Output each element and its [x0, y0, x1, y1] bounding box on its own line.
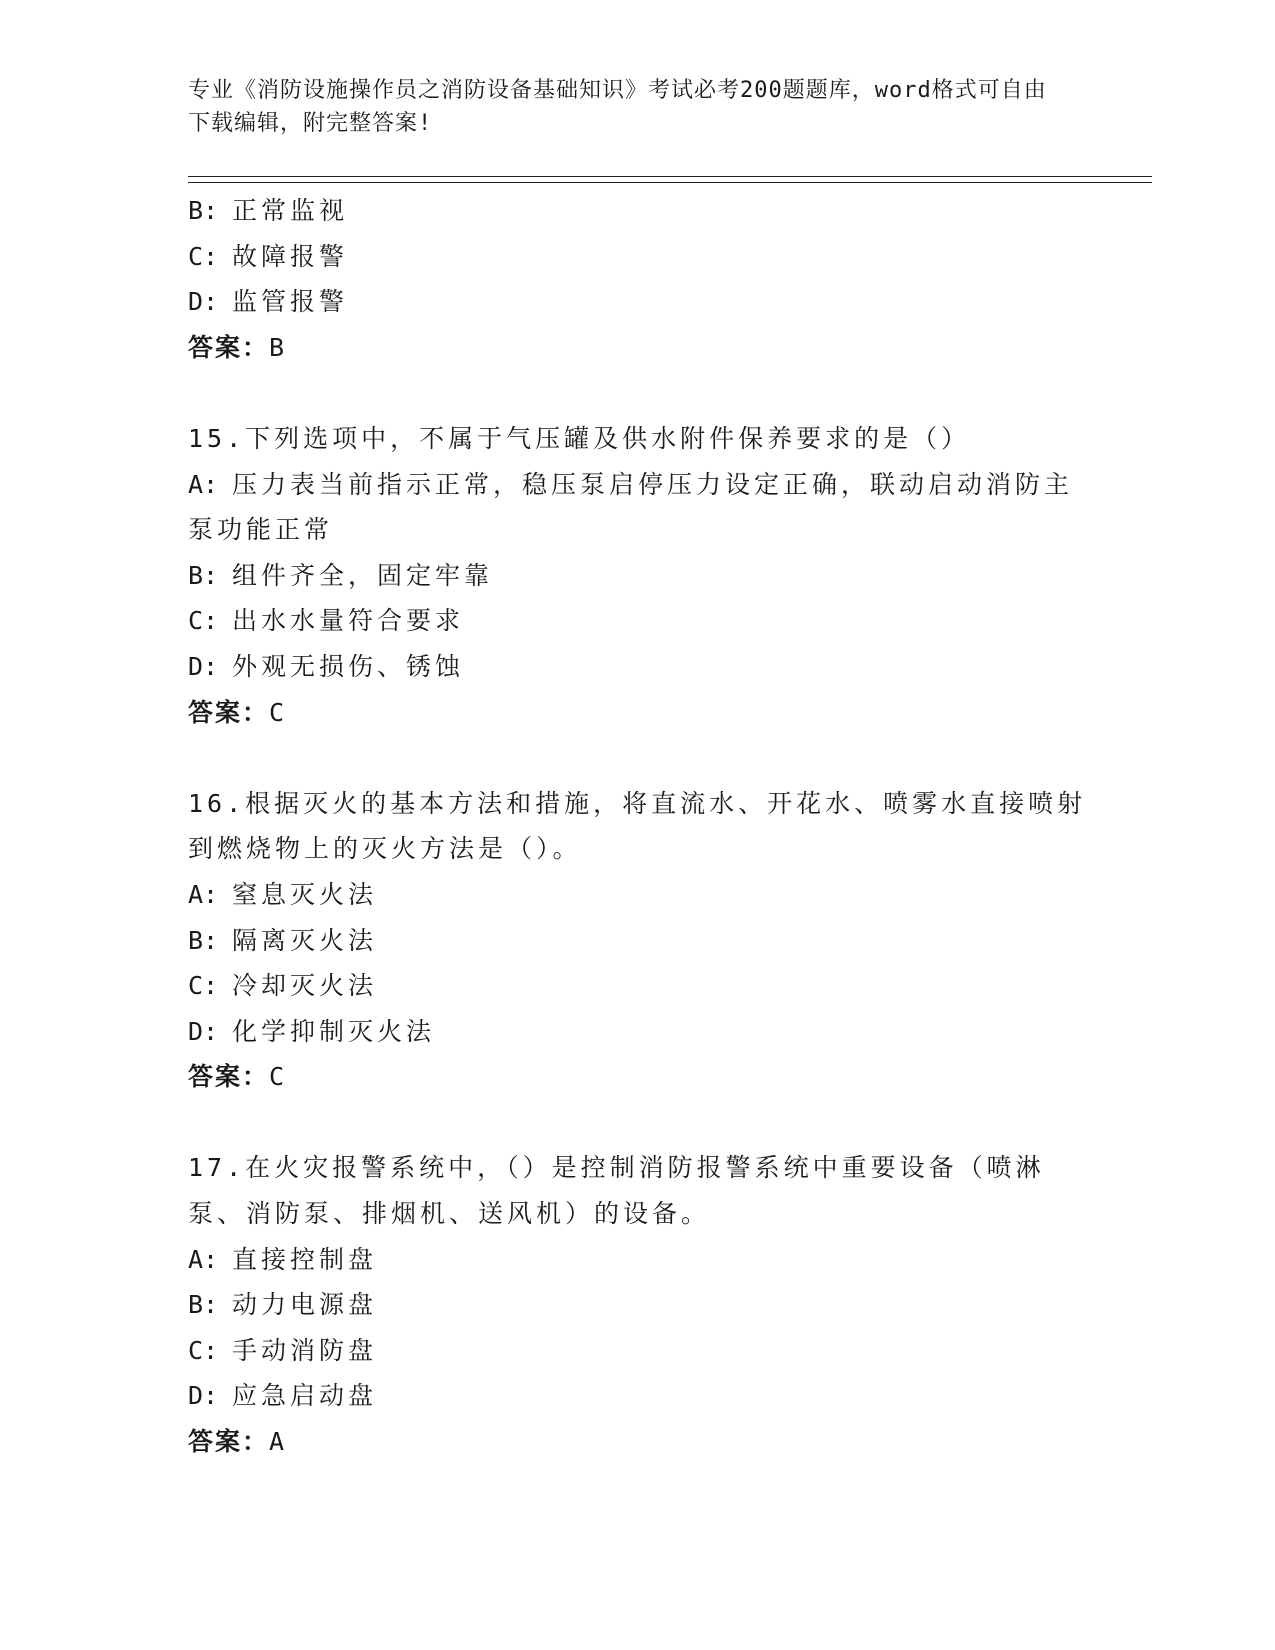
spacer [188, 1100, 1088, 1146]
question-text: 在火灾报警系统中，（）是控制消防报警系统中重要设备（喷淋泵、消防泵、排烟机、送风机）的设备。 [188, 1153, 1045, 1229]
answer-label: 答案： [188, 697, 270, 727]
option-row [188, 1373, 1088, 1419]
option-row [188, 1282, 1088, 1328]
spacer [188, 735, 1088, 781]
option-key: D: [188, 1016, 219, 1046]
document-header [188, 74, 1068, 140]
question-number: 16. [188, 788, 246, 818]
answer-row [188, 325, 1088, 371]
option-text: 监管报警 [232, 287, 349, 317]
option-text: 故障报警 [232, 241, 349, 271]
option-text: 窒息灭火法 [232, 879, 378, 909]
answer-row [188, 690, 1088, 736]
question-number: 15. [188, 423, 246, 453]
option-text: 冷却灭火法 [232, 971, 378, 1001]
header-divider [188, 176, 1152, 183]
option-text: 出水水量符合要求 [232, 606, 465, 636]
option-key: B: [188, 196, 219, 225]
option-text: 应急启动盘 [232, 1381, 378, 1411]
option-row [188, 279, 1088, 325]
option-text: 组件齐全，固定牢靠 [232, 560, 494, 590]
option-key: D: [188, 651, 219, 681]
option-key: C: [188, 606, 219, 636]
option-text: 化学抑制灭火法 [232, 1016, 436, 1046]
option-row [188, 1328, 1088, 1374]
option-row [188, 963, 1088, 1009]
option-key: A: [188, 469, 219, 499]
option-key: A: [188, 879, 219, 909]
option-text: 手动消防盘 [232, 1335, 378, 1365]
option-row [188, 234, 1088, 280]
option-key: A: [188, 1244, 219, 1274]
option-text: 隔离灭火法 [232, 925, 378, 955]
continued-question [188, 188, 1088, 370]
option-key: B: [188, 560, 219, 590]
question-stem [188, 416, 1088, 462]
option-text: 动力电源盘 [232, 1290, 378, 1320]
answer-value: C [269, 1062, 289, 1092]
question-16 [188, 781, 1088, 1100]
answer-row [188, 1054, 1088, 1100]
option-key: C: [188, 1335, 219, 1365]
option-row [188, 598, 1088, 644]
question-text: 根据灭火的基本方法和措施，将直流水、开花水、喷雾水直接喷射到燃烧物上的灭火方法是（）。 [188, 788, 1087, 864]
option-row [188, 462, 1088, 553]
option-row [188, 1009, 1088, 1055]
option-row [188, 872, 1088, 918]
option-key: C: [188, 241, 219, 271]
answer-label: 答案： [188, 332, 270, 362]
option-key: B: [188, 925, 219, 955]
option-text: 压力表当前指示正常，稳压泵启停压力设定正确，联动启动消防主泵功能正常 [188, 469, 1074, 545]
question-17 [188, 1145, 1088, 1464]
question-stem [188, 781, 1088, 872]
option-text: 外观无损伤、锈蚀 [232, 651, 465, 681]
option-row [188, 553, 1088, 599]
question-15 [188, 416, 1088, 735]
option-key: D: [188, 1381, 219, 1411]
spacer [188, 370, 1088, 416]
answer-label: 答案： [188, 1062, 270, 1092]
question-number: 17. [188, 1153, 246, 1183]
option-row [188, 1237, 1088, 1283]
question-text: 下列选项中，不属于气压罐及供水附件保养要求的是（） [245, 423, 971, 453]
answer-value: B [269, 332, 289, 362]
header-text: 专业《消防设施操作员之消防设备基础知识》考试必考200题题库，word格式可自由下载编辑，附完整答案! [188, 78, 1047, 136]
option-text: 正常监视 [232, 196, 349, 225]
option-row [188, 918, 1088, 964]
option-row [188, 188, 1088, 234]
answer-value: A [269, 1427, 289, 1457]
answer-row [188, 1419, 1088, 1465]
option-key: C: [188, 971, 219, 1001]
option-key: B: [188, 1290, 219, 1320]
option-key: D: [188, 287, 219, 317]
question-stem [188, 1145, 1088, 1236]
answer-label: 答案： [188, 1427, 270, 1457]
option-row [188, 644, 1088, 690]
answer-value: C [269, 697, 289, 727]
option-text: 直接控制盘 [232, 1244, 378, 1274]
document-body [188, 188, 1088, 1465]
